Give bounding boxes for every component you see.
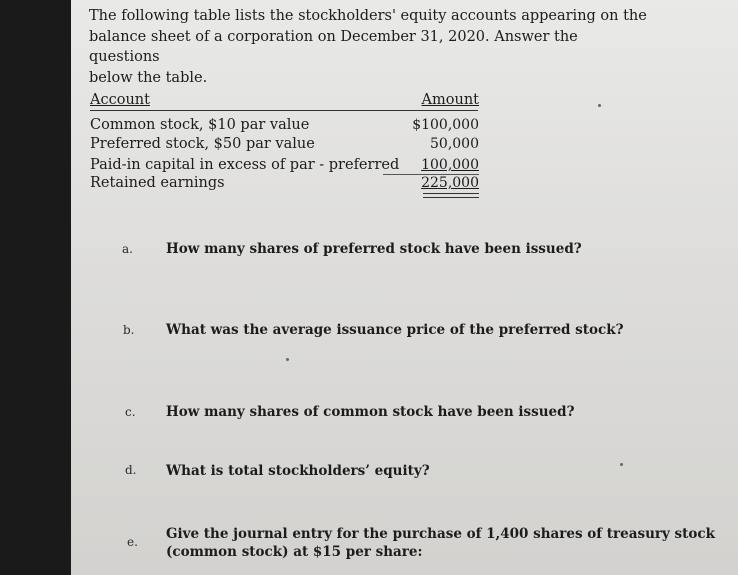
question-c-text: How many shares of common stock have been issued? [166,404,575,420]
table-row-label: Preferred stock, $50 par value [90,136,315,152]
column-header-account: Account [90,92,150,108]
question-e-line-1: Give the journal entry for the purchase of 1,400 shares of treasury stock [166,526,715,542]
question-a-text: How many shares of preferred stock have been issued? [166,241,582,257]
intro-line-1: The following table lists the stockholders' equity accounts appearing on the [89,8,647,24]
table-row-amount: $100,000 [412,117,479,133]
speck-mark [286,358,289,361]
intro-line-2: balance sheet of a corporation on December 31, 2020. Answer the questions [89,28,578,65]
speck-mark [598,104,601,107]
question-d-label: d. [125,463,137,477]
question-c-label: c. [125,405,136,419]
double-underline [423,193,479,198]
speck-mark [620,463,623,466]
table-row-label: Paid-in capital in excess of par - preferred [90,157,400,173]
table-row-label: Common stock, $10 par value [90,117,310,133]
column-header-amount: Amount [421,92,479,108]
table-row-amount: 50,000 [430,136,479,152]
table-row-label: Retained earnings [90,175,225,191]
table-row-amount: 100,000 [421,157,479,173]
intro-paragraph [89,6,649,88]
question-d-text: What is total stockholders’ equity? [166,463,430,479]
header-rule [90,110,478,111]
document-page [71,0,738,575]
question-e-label: e. [127,535,138,549]
table-row-amount: 225,000 [421,175,479,191]
question-b-text: What was the average issuance price of the preferred stock? [166,322,624,338]
question-a-label: a. [122,242,133,256]
intro-line-3: below the table. [89,69,208,86]
question-e-line-2: (common stock) at $15 per share: [166,544,423,560]
question-e-text [166,525,715,561]
question-b-label: b. [123,323,135,337]
